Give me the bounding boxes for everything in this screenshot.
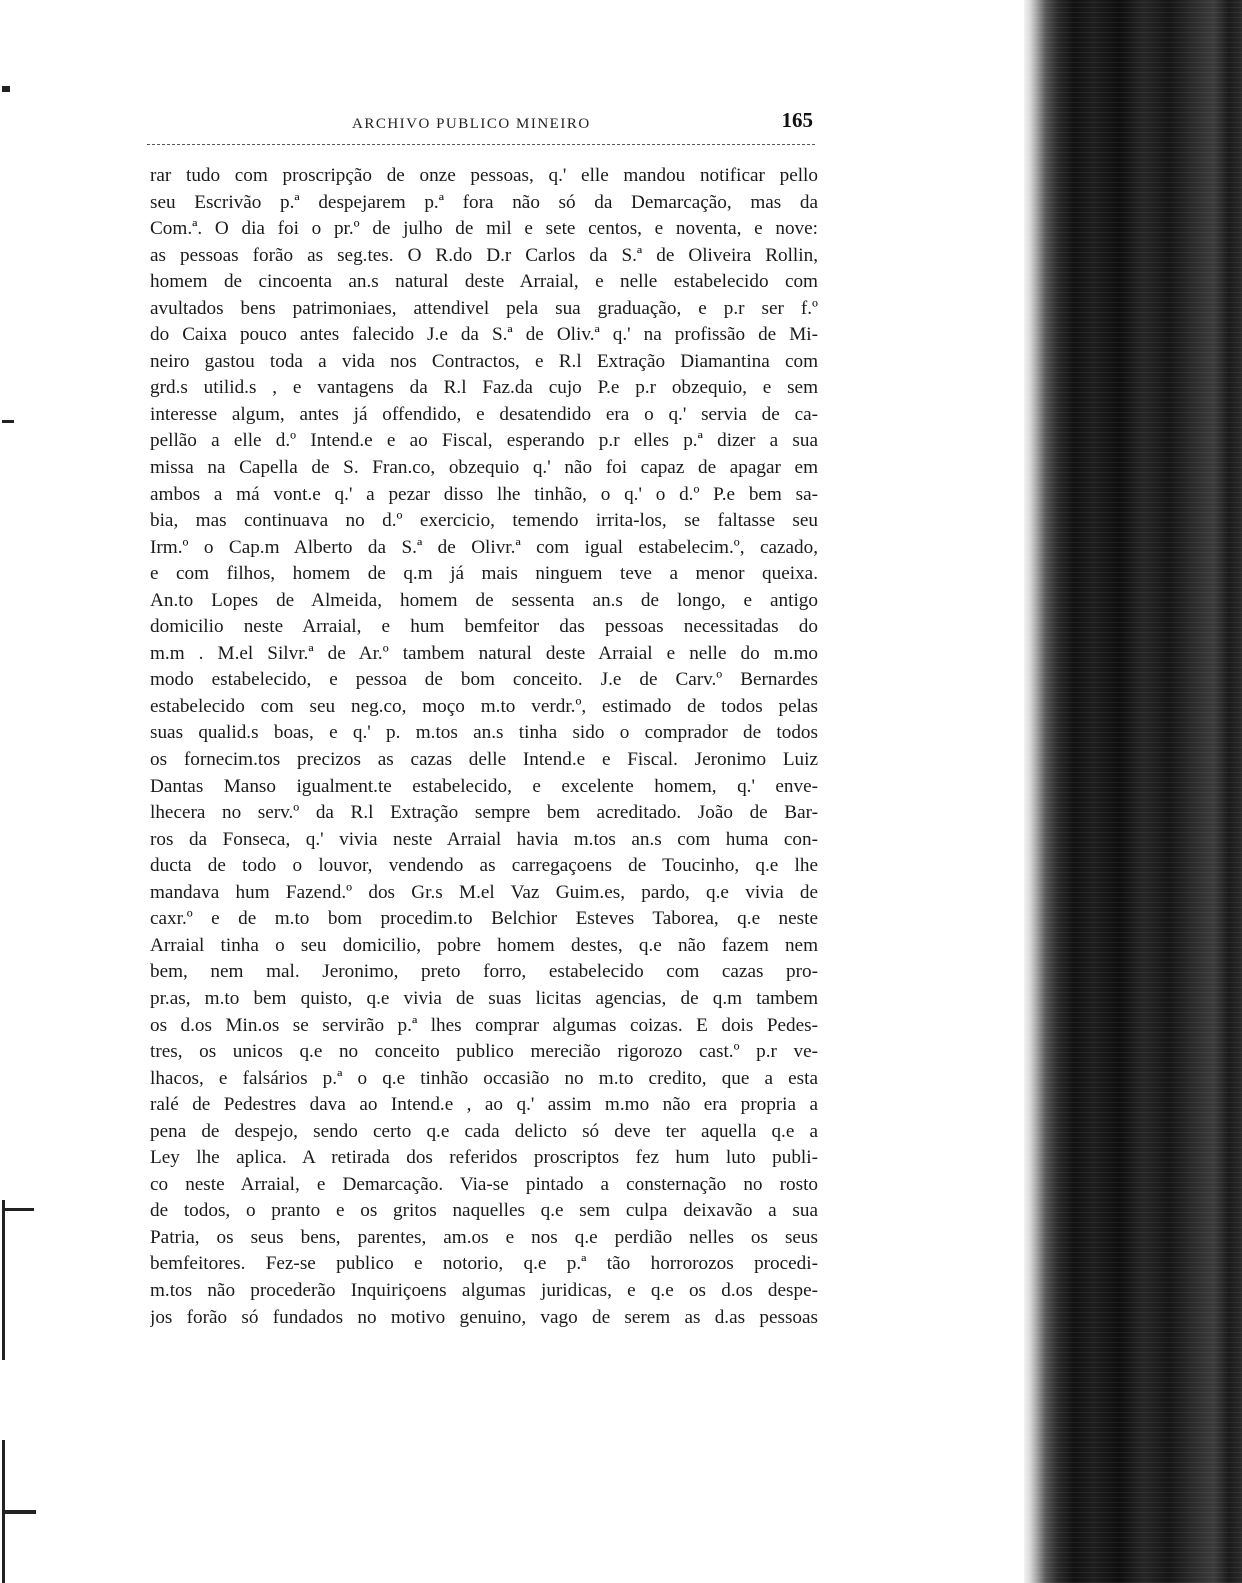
- text-line: An.to Lopes de Almeida, homem de sessenta an.s de longo, e antigo: [150, 589, 818, 611]
- text-line: os fornecim.tos precizos as cazas delle Intend.e e Fiscal. Jeronimo Luiz: [150, 749, 818, 771]
- text-line: m.tos não procederão Inquiriçoens algumas juridicas, e q.e os d.os despe-: [150, 1279, 818, 1301]
- text-line: seu Escrivão p.ª despejarem p.ª fora não só da Demarcação, mas da: [150, 191, 818, 213]
- text-line: bemfeitores. Fez-se publico e notorio, q.e p.ª tão horrorozos procedi-: [150, 1253, 818, 1275]
- text-line: ros da Fonseca, q.' vivia neste Arraial havia m.tos an.s com huma con-: [150, 828, 818, 850]
- text-line: neiro gastou toda a vida nos Contractos, e R.l Extração Diamantina com: [150, 350, 818, 372]
- text-line: Ley lhe aplica. A retirada dos referidos proscriptos fez hum luto publi-: [150, 1147, 818, 1169]
- text-line: de todos, o pranto e os gritos naquelles q.e sem culpa deixavão a sua: [150, 1200, 818, 1222]
- text-line: tres, os unicos q.e no conceito publico merecião rigorozo cast.º p.r ve-: [150, 1041, 818, 1063]
- text-line: domicilio neste Arraial, e hum bemfeitor das pessoas necessitadas do: [150, 616, 818, 638]
- scan-left-edge: [0, 0, 40, 1583]
- text-line: mandava hum Fazend.º dos Gr.s M.el Vaz Guim.es, pardo, q.e vivia de: [150, 881, 818, 903]
- header-rule: [147, 144, 815, 145]
- text-line: ralé de Pedestres dava ao Intend.e , ao q.' assim m.mo não era propria a: [150, 1094, 818, 1116]
- text-line: bem, nem mal. Jeronimo, preto forro, estabelecido com cazas pro-: [150, 961, 818, 983]
- text-line: avultados bens patrimoniaes, attendivel pela sua graduação, e p.r ser f.º: [150, 297, 818, 319]
- text-line: Arraial tinha o seu domicilio, pobre homem destes, q.e não fazem nem: [150, 934, 818, 956]
- text-line: Patria, os seus bens, parentes, am.os e nos q.e perdião nelles os seus: [150, 1226, 818, 1248]
- text-line: estabelecido com seu neg.co, moço m.to verdr.º, estimado de todos pelas: [150, 695, 818, 717]
- body-text: [150, 163, 818, 1331]
- text-line: rar tudo com proscripção de onze pessoas, q.' elle mandou notificar pello: [150, 165, 818, 186]
- text-line: pena de despejo, sendo certo q.e cada delicto só deve ter aquella q.e a: [150, 1120, 818, 1142]
- scan-mark: [4, 1510, 36, 1514]
- text-line: suas qualid.s boas, e q.' p. m.tos an.s tinha sido o comprador de todos: [150, 722, 818, 744]
- text-line: modo estabelecido, e pessoa de bom conceito. J.e de Carv.º Bernardes: [150, 669, 818, 691]
- text-line: missa na Capella de S. Fran.co, obzequio q.' não foi capaz de apagar em: [150, 457, 818, 479]
- text-line: os d.os Min.os se servirão p.ª lhes comprar algumas coizas. E dois Pedes-: [150, 1014, 818, 1036]
- text-line: ducta de todo o louvor, vendendo as carregaçoens de Toucinho, q.e lhe: [150, 855, 818, 877]
- text-line: jos forão só fundados no motivo genuino, vago de serem as d.as pessoas: [150, 1306, 818, 1328]
- text-line: pellão a elle d.º Intend.e e ao Fiscal, esperando p.r elles p.ª dizer a sua: [150, 430, 818, 452]
- text-line: as pessoas forão as seg.tes. O R.do D.r Carlos da S.ª de Oliveira Rollin,: [150, 244, 818, 266]
- text-line: pr.as, m.to bem quisto, q.e vivia de suas licitas agencias, de q.m tambem: [150, 987, 818, 1009]
- scan-mark: [2, 420, 14, 423]
- scan-mark: [4, 1208, 34, 1211]
- text-line: interesse algum, antes já offendido, e desatendido era o q.' servia de ca-: [150, 403, 818, 425]
- text-line: Com.ª. O dia foi o pr.º de julho de mil e sete centos, e noventa, e nove:: [150, 218, 818, 240]
- text-line: e com filhos, homem de q.m já mais ninguem teve a menor queixa.: [150, 563, 818, 585]
- text-line: Irm.º o Cap.m Alberto da S.ª de Olivr.ª com igual estabelecim.º, cazado,: [150, 536, 818, 558]
- text-line: m.m . M.el Silvr.ª de Ar.º tambem natural deste Arraial e nelle do m.mo: [150, 642, 818, 664]
- text-line: co neste Arraial, e Demarcação. Via-se pintado a consternação no rosto: [150, 1173, 818, 1195]
- running-title: ARCHIVO PUBLICO MINEIRO: [352, 116, 591, 132]
- text-line: do Caixa pouco antes falecido J.e da S.ª de Oliv.ª q.' na profissão de Mi-: [150, 324, 818, 346]
- text-line: ambos a má vont.e q.' a pezar disso lhe tinhão, o q.' o d.º P.e bem sa-: [150, 483, 818, 505]
- text-line: homem de cincoenta an.s natural deste Arraial, e nelle estabelecido com: [150, 271, 818, 293]
- page-number: 165: [781, 108, 813, 132]
- text-line: lhecera no serv.º da R.l Extração sempre bem acreditado. João de Bar-: [150, 802, 818, 824]
- book-binding-shadow: [1024, 0, 1242, 1583]
- text-line: grd.s utilid.s , e vantagens da R.l Faz.da cujo P.e p.r obzequio, e sem: [150, 377, 818, 399]
- text-line: caxr.º e de m.to bom procedim.to Belchior Esteves Taborea, q.e neste: [150, 908, 818, 930]
- scan-mark: [2, 1200, 5, 1360]
- page-header: [145, 108, 815, 148]
- scan-mark: [2, 86, 10, 92]
- text-line: bia, mas continuava no d.º exercicio, temendo irrita-los, se faltasse seu: [150, 510, 818, 532]
- text-line: lhacos, e falsários p.ª o q.e tinhão occasião no m.to credito, que a esta: [150, 1067, 818, 1089]
- text-line: Dantas Manso igualment.te estabelecido, e excelente homem, q.' enve-: [150, 775, 818, 797]
